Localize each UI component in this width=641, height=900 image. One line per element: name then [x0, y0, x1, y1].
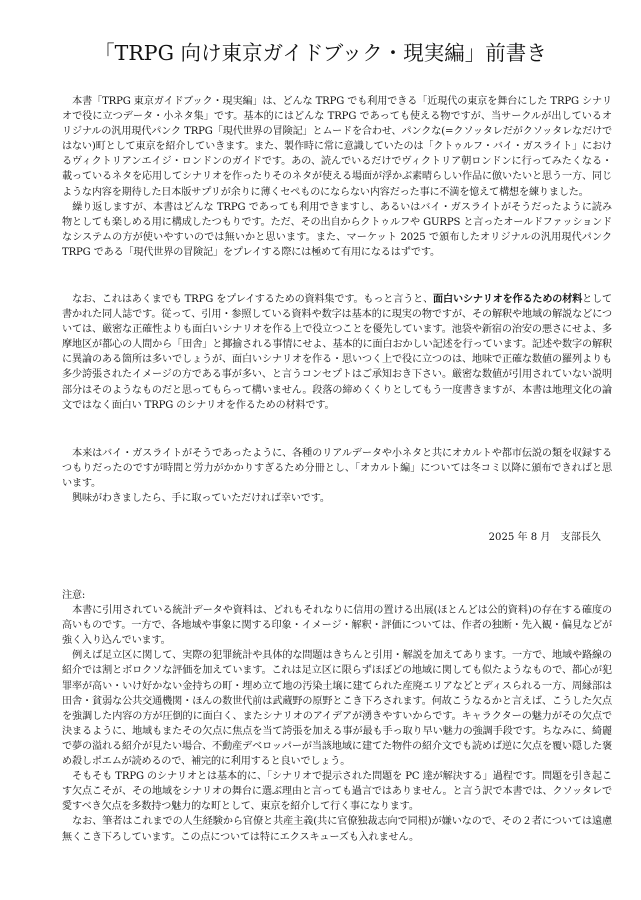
closing-paragraph-1: 本来はバイ・ガスライトがそうであったように、各種のリアルデータや小ネタと共にオカルトや都市伝説の類を収録するつもりだったのですが時間と労力がかかりすぎるため分冊とし、「オカルト編」については冬コミ以降に頒布できればと思います。: [62, 448, 612, 490]
notes-paragraph-1: 本書に引用されている統計データや資料は、どれもそれなりに信用の置ける出展(ほとんどは公的資料)の存在する確度の高いものです。一方で、各地域や事象に関する印象・イメージ・解釈・評価については、作者の独断・先入観・偏見などが強く入り込んでいます。: [62, 605, 612, 647]
intro-section: [62, 94, 612, 260]
disclaimer-paragraph: [62, 292, 612, 413]
disclaimer-rest: として書かれた同人誌です。従って、引用・参照している資料や数字は基本的に現実の物ですが、その解釈や地域の解説などについては、厳密な正確性よりも面白いシナリオを作る上で役立つことを優先しています。池袋や新宿の治安の悪さにせよ、多摩地区が都心の人間から「田舎」と揶揄される事情にせよ、基本的に面白おかしい記述を行っています。記述や数字の解釈に異論のある箇所は多いでしょうが、面白いシナリオを作る・思いつく上で役に立つのは、地味で正確な数値の羅列よりも多少誇張されたイメージの方である事が多い、と言うコンセプトはご承知おき下さい。厳密な数値が引用されていない説明部分はそのようなものだと思ってもらって構いません。段落の締めくくりとしてもう一度書きますが、本書は地理文化の論文ではなく面白い TRPG のシナリオを作るための材料です。: [62, 294, 612, 411]
intro-paragraph-2: 繰り返しますが、本書はどんな TRPG であっても利用できますし、あるいはバイ・ガスライトがそうだったように読み物としても楽しめる用に構成したつもりです。ただ、その出自からクトゥルフや GURPS と言ったオールドファッションドなシステムの方が使いやすいのでは無いかと思います。また、マーケット 2025 で頒布したオリジナルの汎用現代パンク TRPG である「現代世界の冒険記」をプレイする際には極めて有用になるはずです。: [62, 201, 612, 258]
closing-paragraph-2: 興味がわきましたら、手に取っていただければ幸いです。: [72, 493, 330, 505]
intro-paragraph-1: 本書「TRPG 東京ガイドブック・現実編」は、どんな TRPG でも利用できる「近現代の東京を舞台にした TRPG シナリオで役に立つデータ・小ネタ集」です。基本的にはどんな TRPG であっても使える物ですが、当サークルが出しているオリジナルの汎用現代パンク TRPG「現代世界の冒険記」とムードを合わせ、パンクな(=クソッタレだがクソッタレなだけではない)町として東京を紹介していきます。また、製作時に常に意識していたのは「クトゥルフ・バイ・ガスライト」におけるヴィクトリアンエイジ・ロンドンのガイドです。あの、読んでいるだけでヴィクトリア朝ロンドンに行ってみたくなる・載っているネタを応用してシナリオを作ったりそのネタが使える場面が浮かぶ素晴らしい作品に倣いたいと思う一方、同じような内容を期待した日本版サプリが余りに薄くセぺものにならない内容だった事に不満を憶えて構想を練りました。: [62, 96, 612, 198]
closing-section: [62, 446, 612, 506]
page-title: 「TRPG 向け東京ガイドブック・現実編」前書き: [94, 41, 547, 65]
signature-line: 2025 年 8 月 支部長久: [488, 532, 601, 543]
notes-paragraph-3: そもそも TRPG のシナリオとは基本的に、「シナリオで提示された問題を PC 達が解決する」過程です。問題を引き起こす欠点こそが、その地域をシナリオの舞台に選ぶ理由と言っても過言ではありません。と言う訳で本書では、クソッタレで愛すべき欠点を多数持つ魅力的な町として、東京を紹介して行く事になります。: [62, 771, 612, 813]
notes-heading: 注意:: [62, 590, 86, 601]
notes-section: [62, 588, 612, 845]
notes-paragraph-2: 例えば足立区に関して、実際の犯罪統計や具体的な問題はきちんと引用・解説を加えてあります。一方で、地域や路線の紹介では割とボロクソな評価を加えています。これは足立区に限らずほぼどの地域に関しても似たようなもので、都心が犯罪率が高い・いけ好かない金持ちの町・埋め立て地の汚染土壌に建てられた産廃エリアなどとディスられる一方、周縁部は田舎・貧弱な公共交通機関・ほんの数世代前は武蔵野の原野とこき下ろされます。何故こうなるかと言えば、こうした欠点を強調した内容の方が圧倒的に面白く、またシナリオのアイデアが湧きやすいからです。キャラクターの魅力がその欠点で決まるように、地域もまたその欠点に焦点を当て誇張を加える事が最も手っ取り早い魅力の強調手段です。ちなみに、綺麗で夢の溢れる紹介が見たい場合、不動産デベロッパーが当該地域に建てた物件の紹介文でも読めば逆に欠点を覆い隠した褒め殺しポエムが読めるので、補完的に利用すると良いでしょう。: [62, 650, 612, 768]
disclaimer-emphasis: 面白いシナリオを作るための材料: [433, 294, 583, 305]
notes-paragraph-4: なお、筆者はこれまでの人生経験から官僚と共産主義(共に官僚独裁志向で同根)が嫌いなので、その２者については遠慮無くこき下ろしています。この点については特にエクスキューズも入れません。: [62, 816, 612, 843]
disclaimer-section: [62, 292, 612, 413]
disclaimer-lead: なお、これはあくまでも TRPG をプレイするための資料集です。もっと言うと、: [72, 294, 434, 305]
